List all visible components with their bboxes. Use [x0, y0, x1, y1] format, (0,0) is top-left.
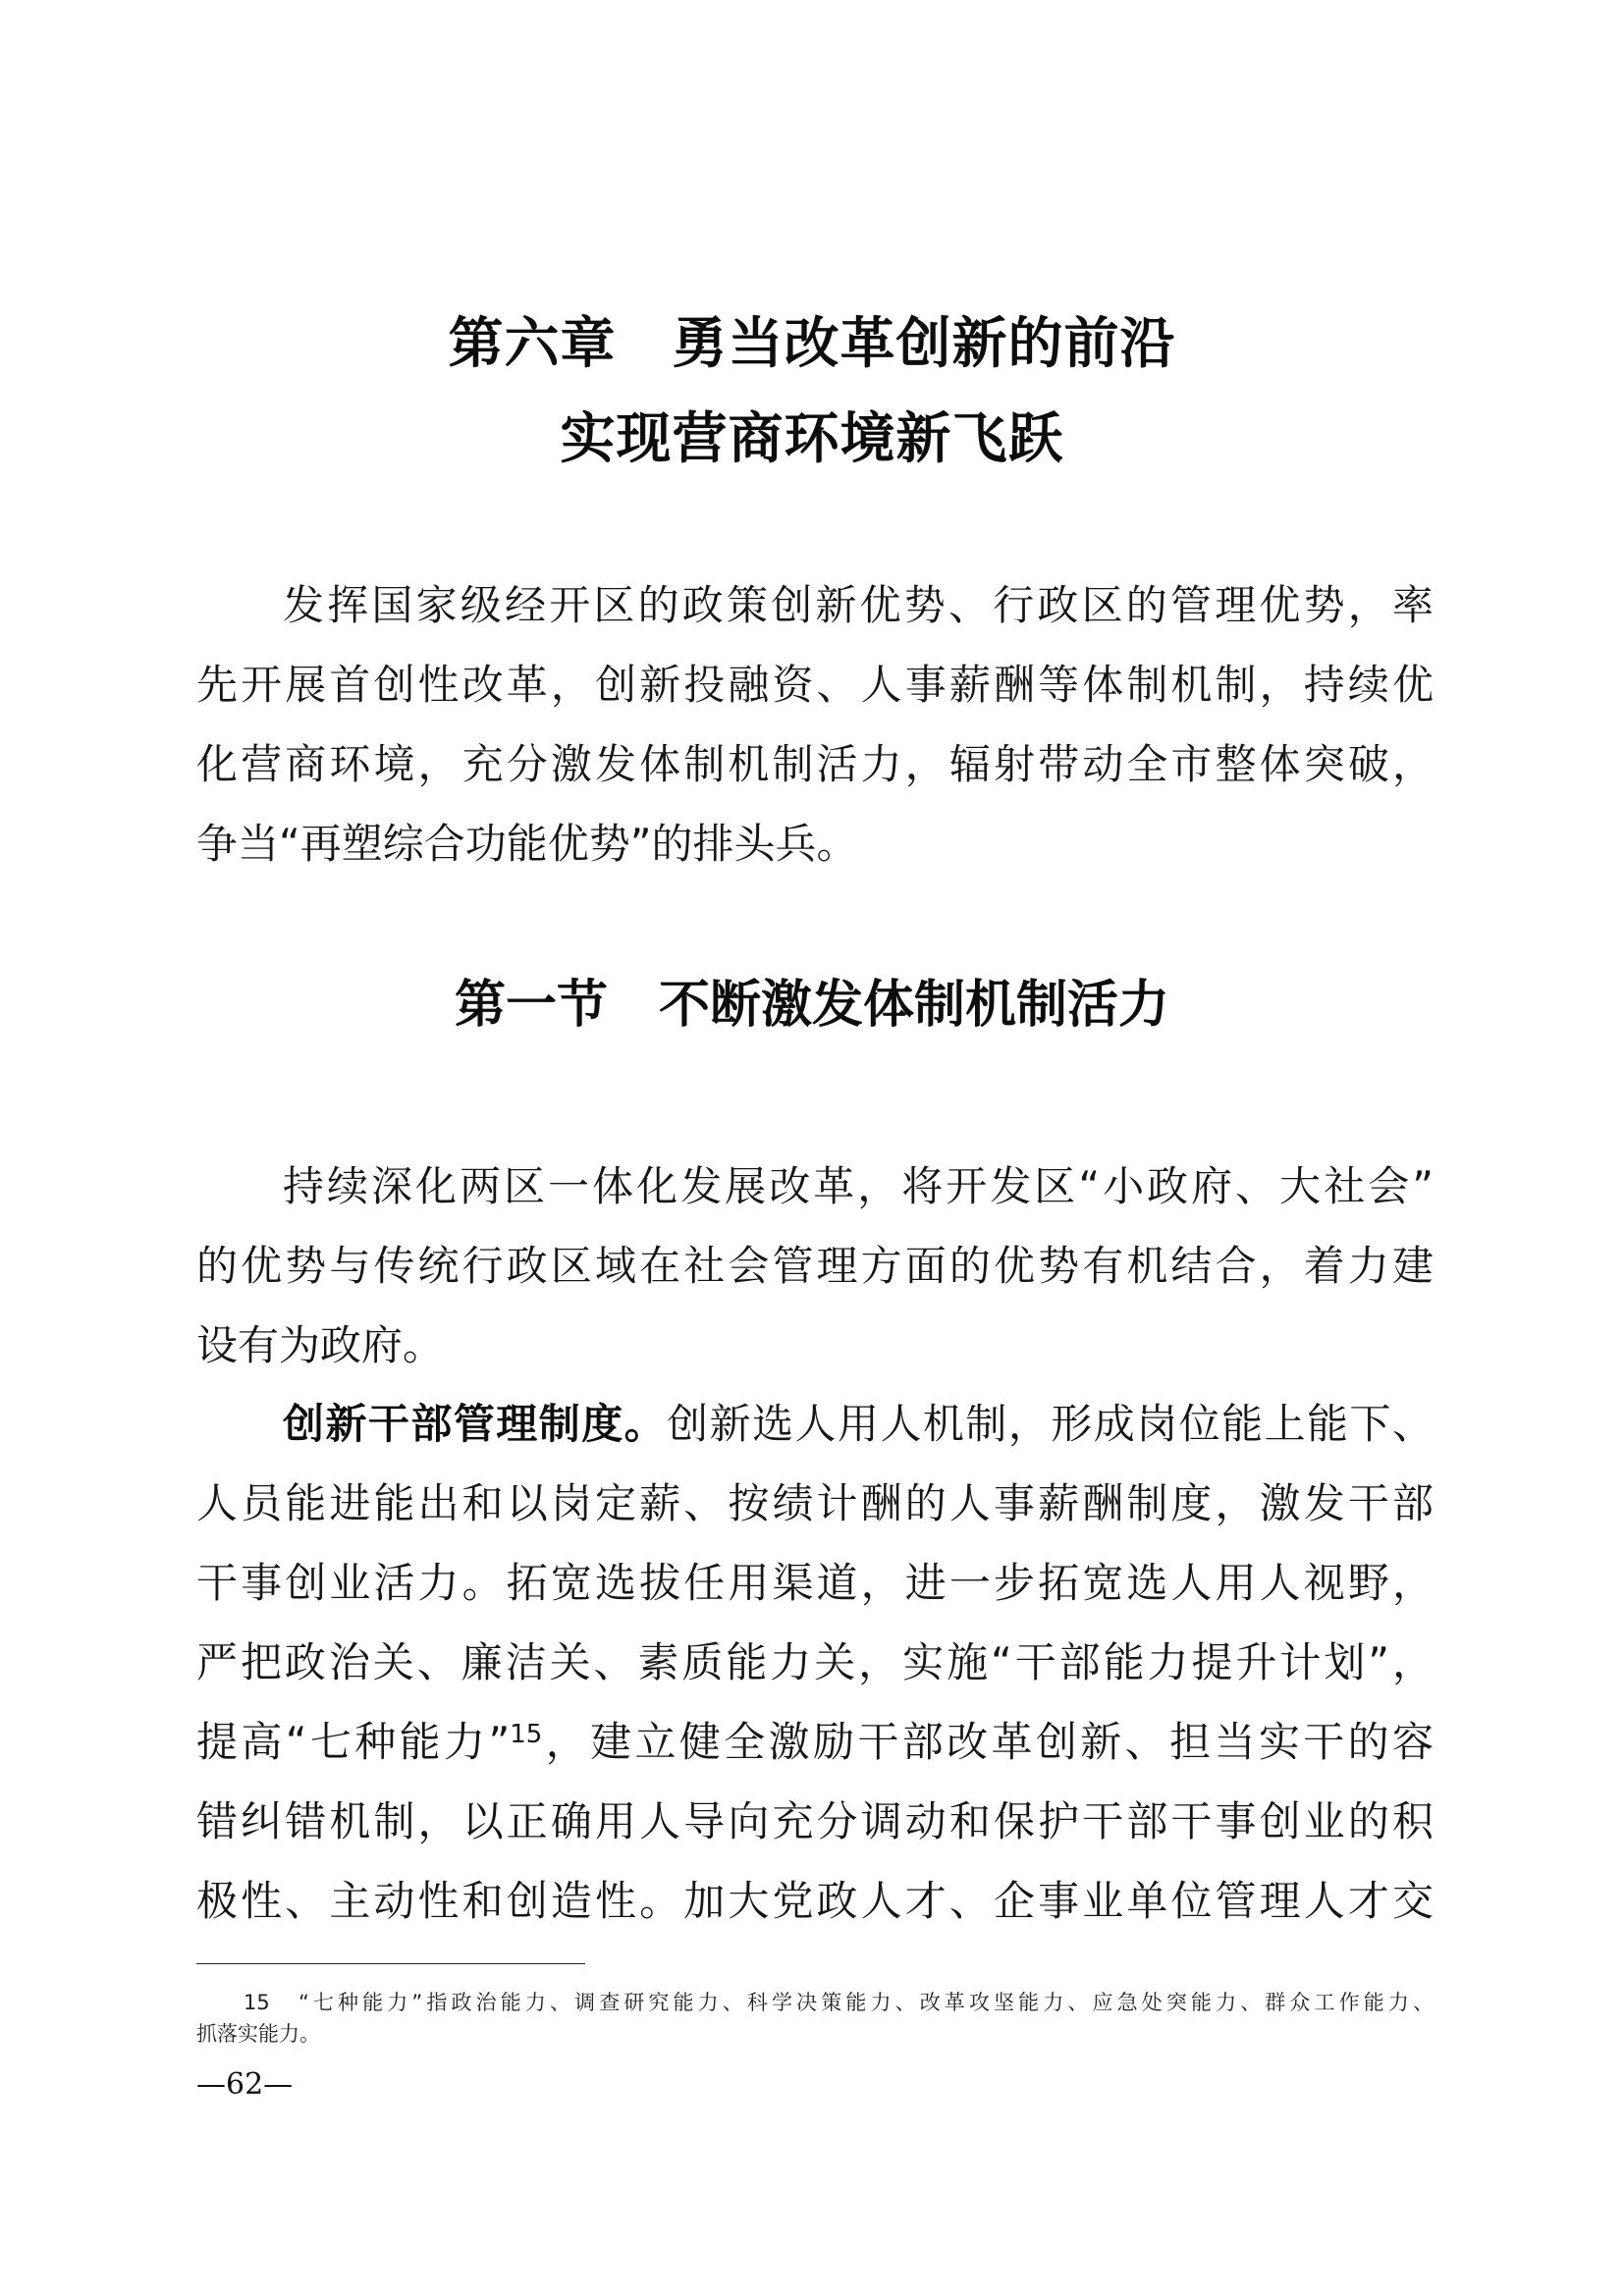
section-intro-line: 的优势与传统行政区域在社会管理方面的优势有机结合，着力建	[196, 1242, 1434, 1290]
cadre-paragraph-text: 提高“七种能力”	[196, 1718, 511, 1766]
chapter-title-line-2: 实现营商环境新飞跃	[560, 406, 1064, 471]
cadre-paragraph-line	[196, 1713, 1434, 1772]
section-intro-line: 设有为政府。	[196, 1321, 445, 1369]
footnote-reference[interactable]: 15	[510, 1720, 543, 1749]
cadre-paragraph-heading: 创新干部管理制度。	[283, 1400, 668, 1448]
cadre-paragraph-line: 人员能进能出和以岗定薪、按绩计酬的人事薪酬制度，激发干部	[196, 1479, 1434, 1527]
cadre-paragraph-text: 创新选人用人机制，形成岗位能上能下、	[667, 1400, 1434, 1448]
cadre-paragraph-line: 严把政治关、廉洁关、素质能力关，实施“干部能力提升计划”，	[196, 1638, 1434, 1686]
cadre-paragraph-line: 错纠错机制，以正确用人导向充分调动和保护干部干事创业的积	[196, 1797, 1434, 1845]
cadre-paragraph-line: 干事创业活力。拓宽选拔任用渠道，进一步拓宽选人用人视野，	[196, 1559, 1434, 1607]
intro-paragraph-line: 化营商环境，充分激发体制机制活力，辐射带动全市整体突破，	[196, 740, 1434, 788]
chapter-title-line-1: 第六章 勇当改革创新的前沿	[448, 311, 1176, 376]
cadre-paragraph-line: 极性、主动性和创造性。加大党政人才、企事业单位管理人才交	[196, 1877, 1434, 1925]
cadre-paragraph-line	[283, 1395, 1434, 1454]
intro-paragraph-line: 先开展首创性改革，创新投融资、人事薪酬等体制机制，持续优	[196, 661, 1434, 709]
intro-paragraph-line: 发挥国家级经开区的政策创新优势、行政区的管理优势，率	[283, 581, 1434, 629]
cadre-paragraph-text: ，建立健全激励干部改革创新、担当实干的容	[542, 1718, 1434, 1766]
section-title: 第一节 不断激发体制机制活力	[454, 975, 1169, 1035]
intro-paragraph-line: 争当“再塑综合功能优势”的排头兵。	[196, 820, 858, 868]
footnote-divider	[196, 1963, 585, 1964]
footnote-text-line: 抓落实能力。	[196, 2022, 320, 2046]
page-number: —62—	[196, 2067, 294, 2102]
footnote-text-line: 15 “七种能力”指政治能力、调查研究能力、科学决策能力、改革攻坚能力、应急处突能力、群众工作能力、	[244, 1991, 1434, 2014]
section-intro-line: 持续深化两区一体化发展改革，将开发区“小政府、大社会”	[283, 1162, 1434, 1210]
